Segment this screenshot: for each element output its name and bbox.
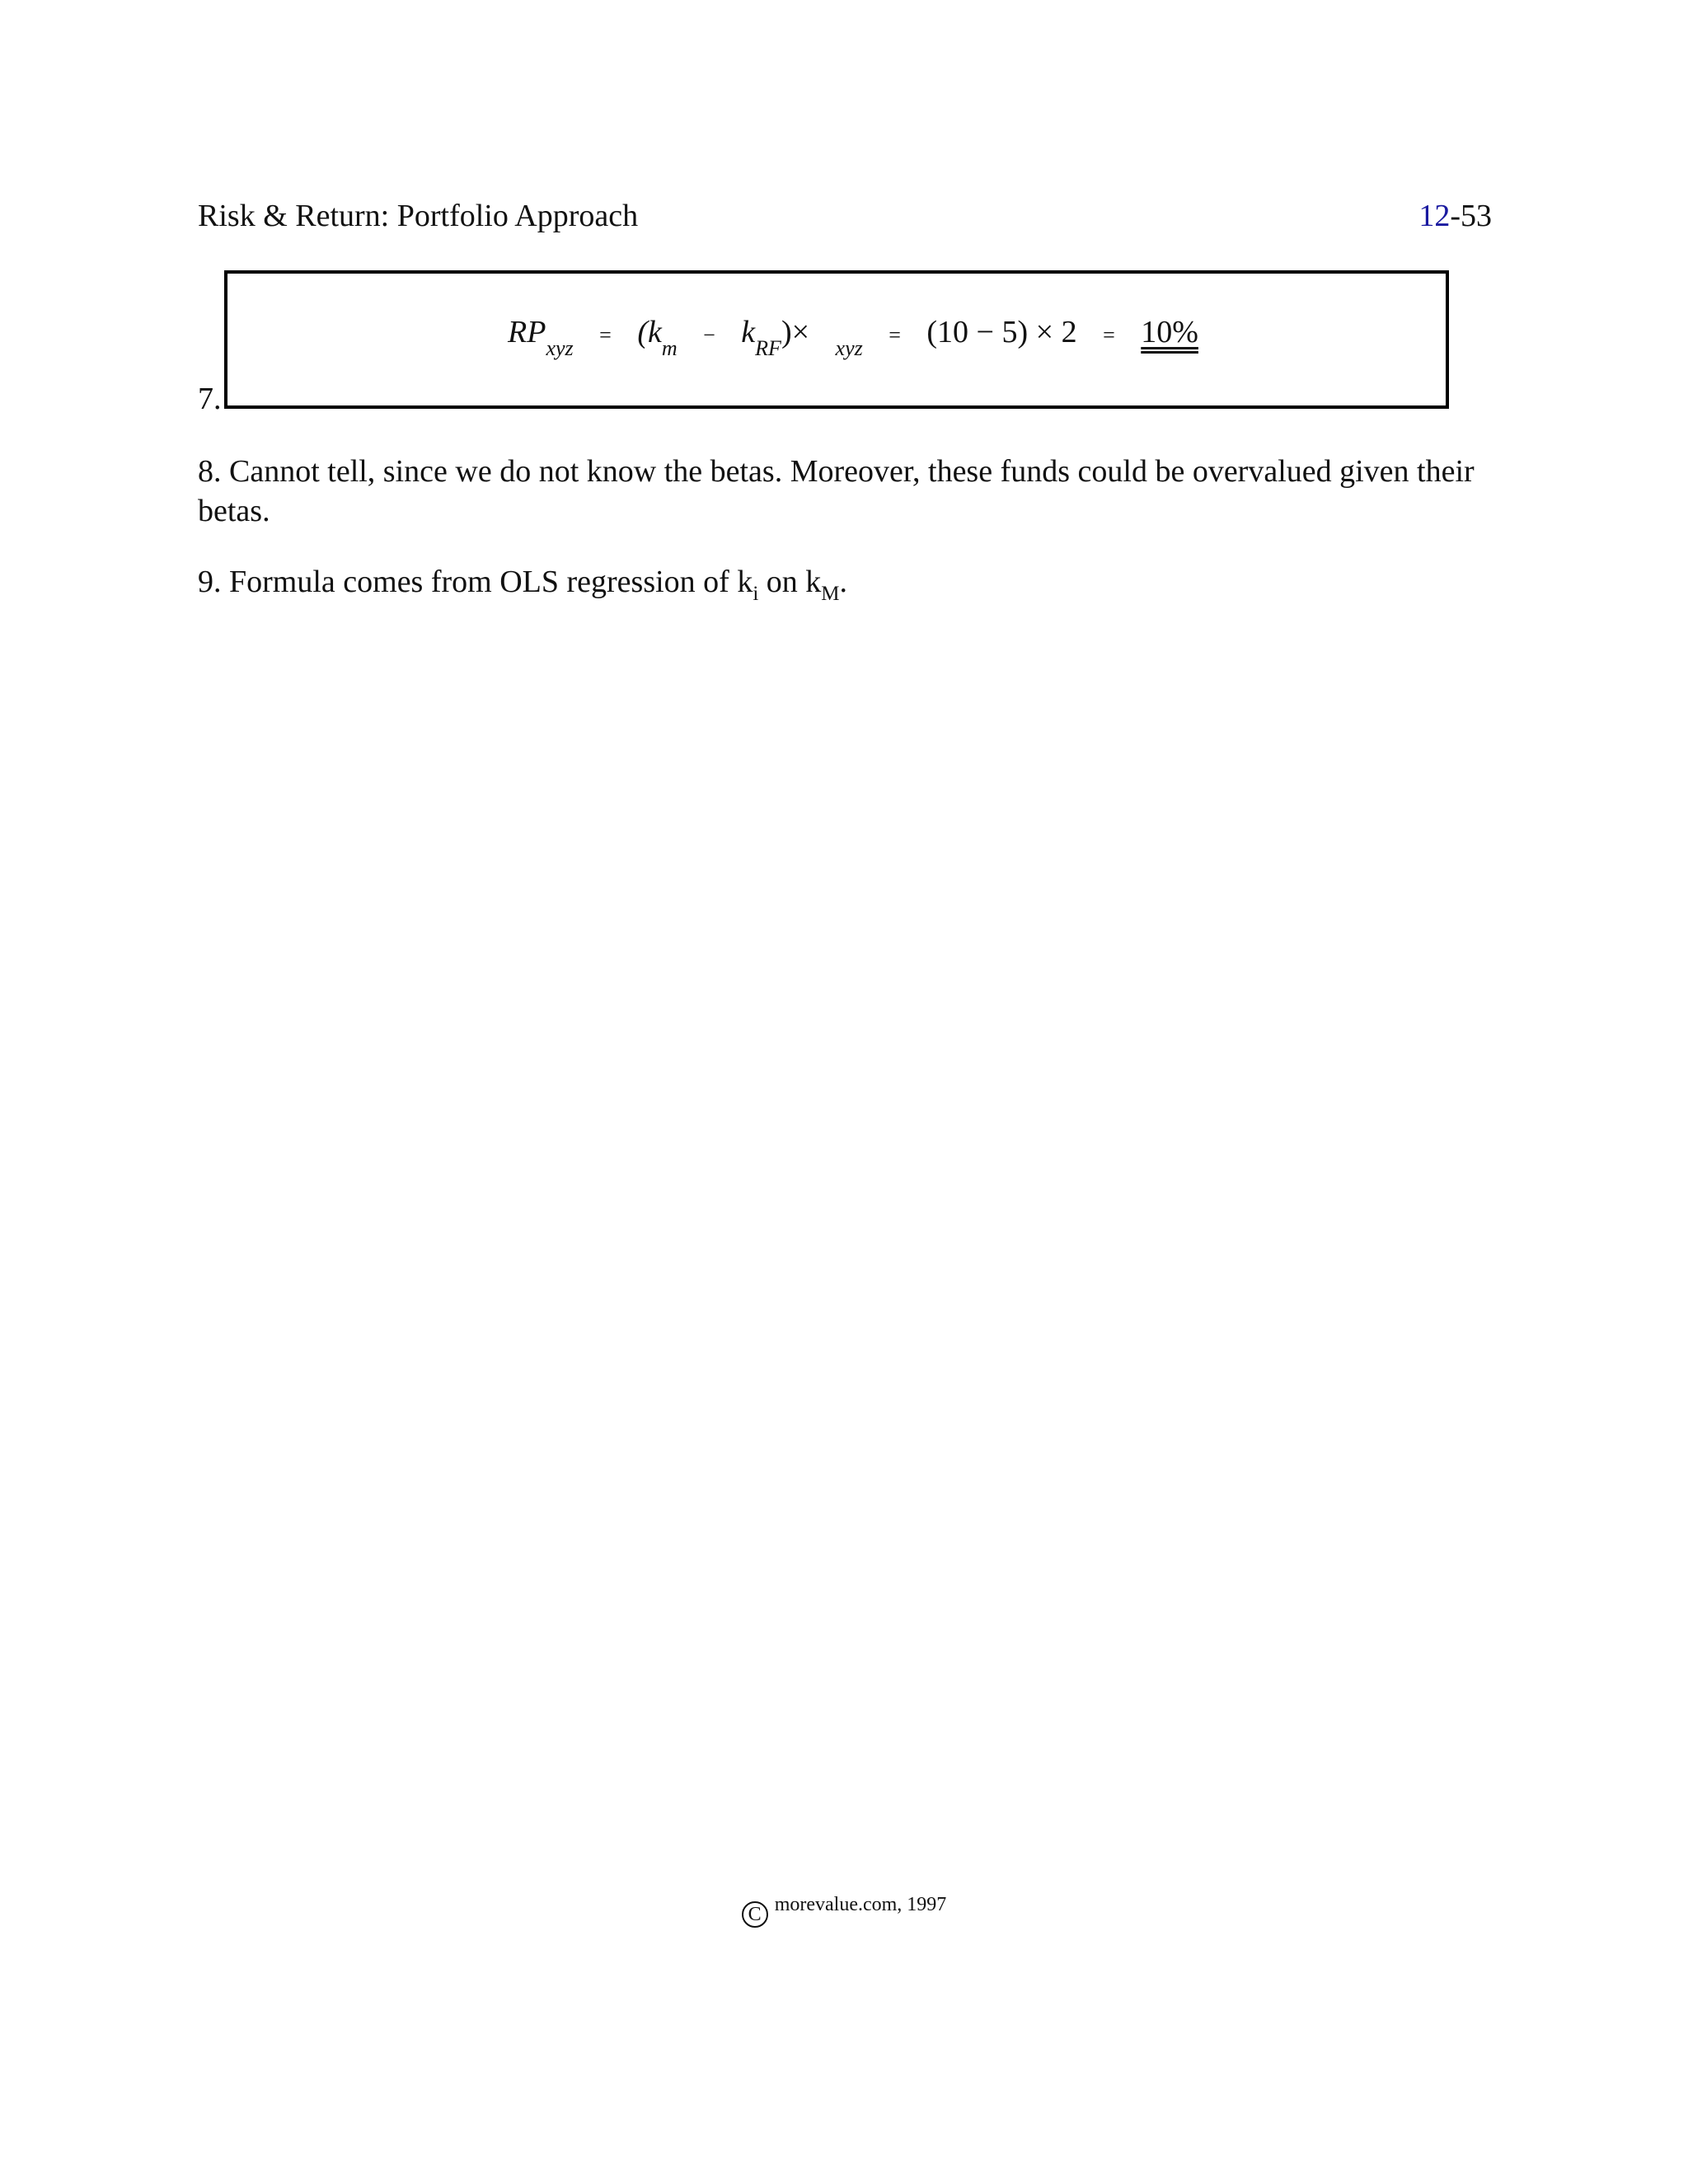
page-number-value: 53: [1461, 199, 1492, 233]
item-9-text: [198, 562, 1500, 606]
chapter-number: 12: [1418, 199, 1451, 233]
item-9-mid: on k: [758, 565, 822, 599]
footer-text: morevalue.com, 1997: [774, 1894, 947, 1915]
formula-box: [224, 270, 1449, 409]
item-9-subscript-m: M: [821, 583, 840, 605]
page-number-separator: -: [1450, 199, 1461, 233]
formula-close-times: )×: [781, 315, 810, 349]
formula-open-km: (k: [637, 315, 662, 349]
item-7-number: 7.: [198, 382, 222, 416]
page-footer: [0, 1894, 1688, 1928]
formula-lhs-subscript: xyz: [546, 336, 574, 360]
formula-result: 10%: [1141, 315, 1198, 349]
item-9-subscript-i: i: [753, 583, 759, 605]
risk-premium-formula: [508, 315, 1198, 360]
formula-krf: k: [741, 315, 756, 349]
formula-minus: −: [703, 323, 715, 347]
formula-equals-3: =: [1103, 323, 1115, 347]
item-9-suffix: .: [839, 565, 848, 599]
formula-krf-subscript: RF: [755, 336, 781, 360]
formula-km-subscript: m: [661, 336, 678, 360]
formula-numeric: (10 − 5) × 2: [926, 315, 1077, 349]
formula-beta-subscript: xyz: [835, 336, 863, 360]
item-9-prefix: 9. Formula comes from OLS regression of k: [198, 565, 753, 599]
item-8-text: 8. Cannot tell, since we do not know the betas. Moreover, these funds could be overvalued given their betas.: [198, 454, 1475, 528]
page-header: [198, 198, 1492, 239]
copyright-icon: C: [742, 1901, 768, 1928]
formula-equals-2: =: [889, 323, 901, 347]
page-number: [1418, 198, 1492, 234]
formula-equals-1: =: [599, 323, 612, 347]
formula-lhs: RP: [508, 315, 546, 349]
page-title: Risk & Return: Portfolio Approach: [198, 199, 639, 233]
